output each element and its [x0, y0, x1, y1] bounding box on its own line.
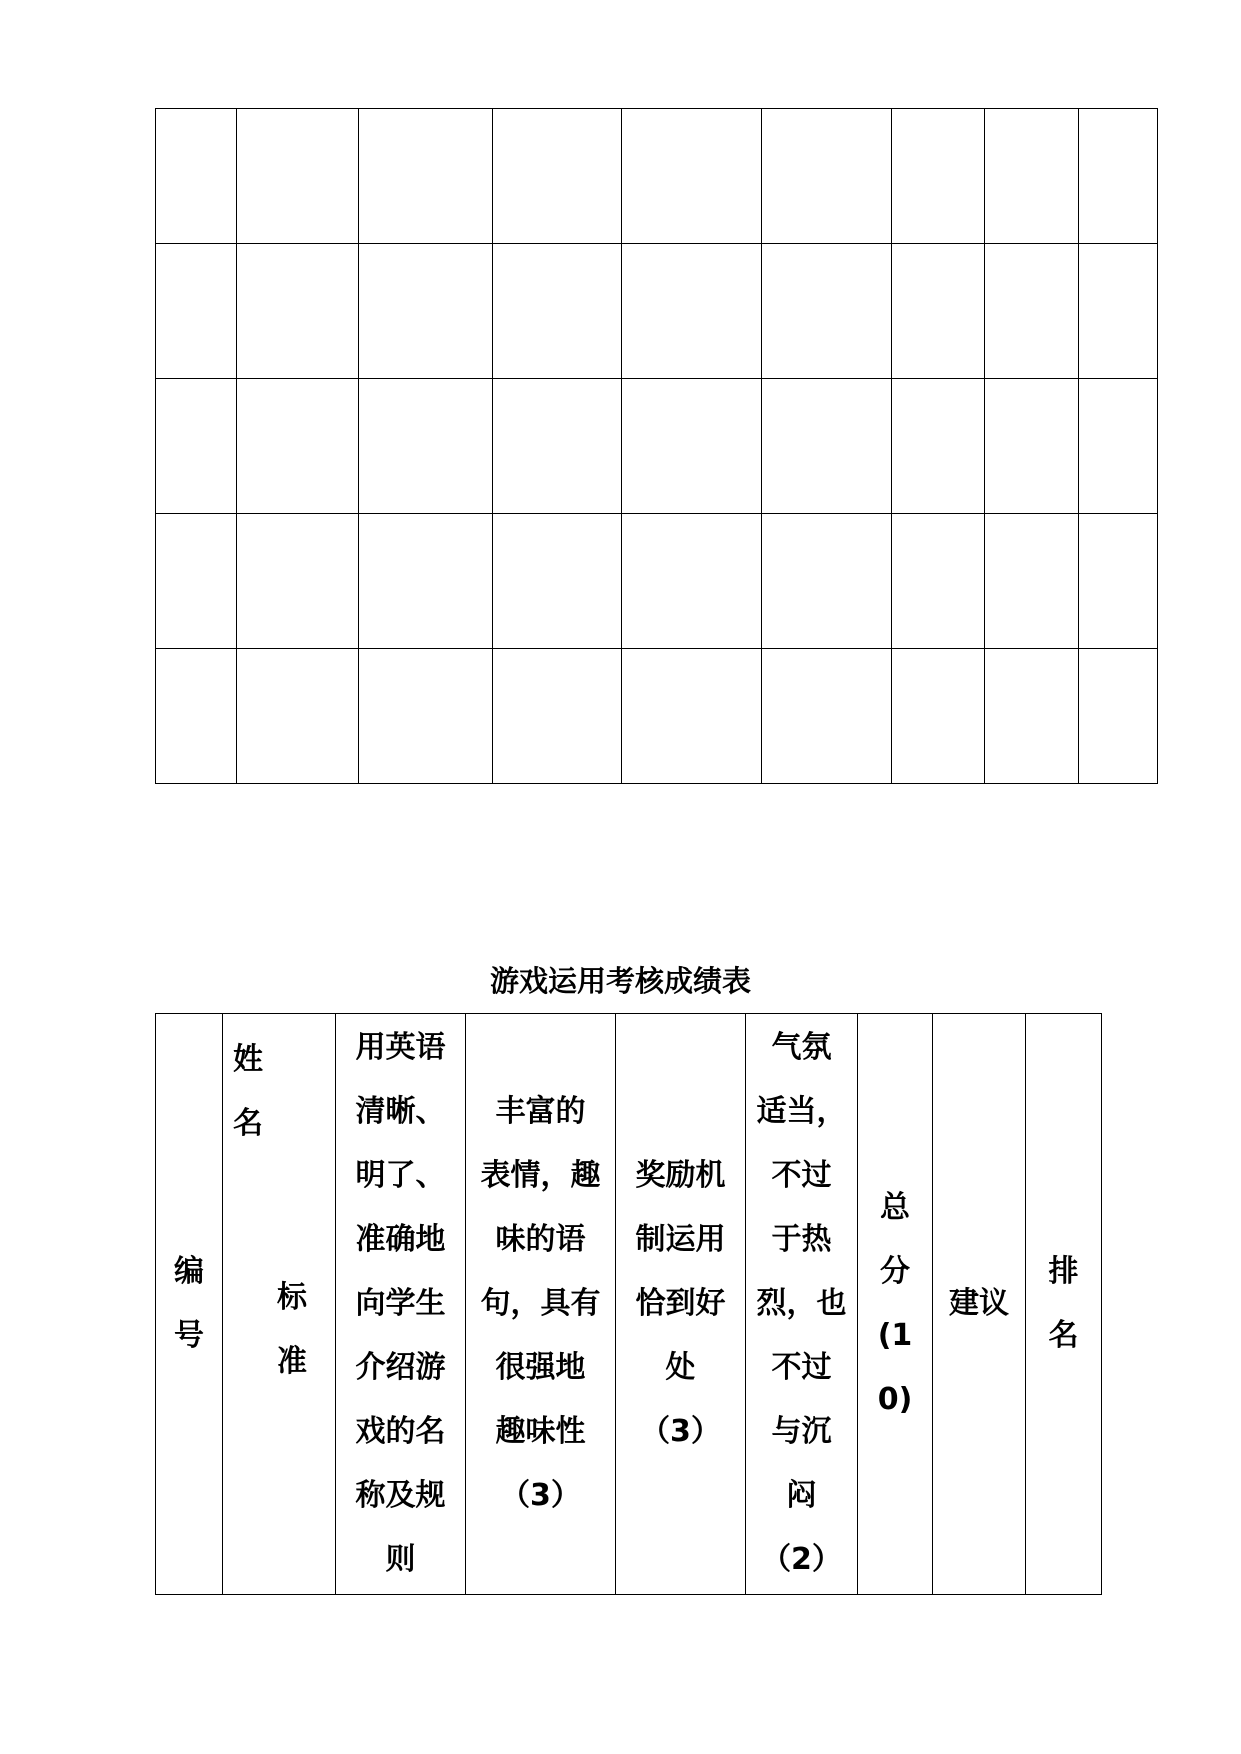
header-criterion-atmosphere: 气氛 适当， 不过 于热 烈，也 不过 与沉 闷 （2） [746, 1014, 858, 1595]
grid-cell [622, 379, 762, 514]
grid-cell [892, 109, 985, 244]
grid-cell [762, 379, 892, 514]
grid-cell [762, 109, 892, 244]
grid-cell [237, 514, 359, 649]
header-total: 总 分 (1 0) [858, 1014, 933, 1595]
grid-cell [156, 514, 237, 649]
grid-cell [762, 244, 892, 379]
grid-cell [237, 244, 359, 379]
grid-cell [985, 649, 1079, 784]
table-title: 游戏运用考核成绩表 [489, 964, 751, 998]
grid-cell [493, 379, 622, 514]
grid-cell [892, 649, 985, 784]
grid-cell [359, 514, 493, 649]
grid-row [156, 109, 1158, 244]
grid-cell [156, 244, 237, 379]
grid-cell [622, 244, 762, 379]
header-criterion-rewards: 奖励机 制运用 恰到好 处 （3） [616, 1014, 746, 1595]
header-criterion-expressions: 丰富的 表情，趣 味的语 句，具有 很强地 趣味性 （3） [466, 1014, 616, 1595]
grid-cell [762, 649, 892, 784]
grid-cell [622, 109, 762, 244]
grid-cell [156, 109, 237, 244]
grid-cell [622, 514, 762, 649]
grid-cell [1079, 109, 1158, 244]
grid-cell [237, 379, 359, 514]
grid-row [156, 649, 1158, 784]
grid-cell [493, 109, 622, 244]
grid-row [156, 514, 1158, 649]
grid-row [156, 379, 1158, 514]
grid-cell [1079, 514, 1158, 649]
grid-cell [1079, 244, 1158, 379]
grid-cell [237, 109, 359, 244]
grid-cell [622, 649, 762, 784]
empty-score-grid [155, 108, 1158, 784]
grid-cell [892, 379, 985, 514]
grid-cell [359, 379, 493, 514]
grid-cell [1079, 649, 1158, 784]
header-criterion-introduce-rules: 用英语 清晰、 明了、 准确地 向学生 介绍游 戏的名 称及规 则 [336, 1014, 466, 1595]
grid-cell [985, 109, 1079, 244]
header-standard: 标 准 [277, 1280, 307, 1379]
header-suggestion: 建议 [933, 1014, 1026, 1595]
grid-cell [985, 514, 1079, 649]
grid-cell [1079, 379, 1158, 514]
grid-cell [985, 379, 1079, 514]
grid-cell [493, 514, 622, 649]
grid-cell [359, 109, 493, 244]
grid-row [156, 244, 1158, 379]
grid-cell [359, 649, 493, 784]
grid-cell [892, 244, 985, 379]
grid-cell [156, 379, 237, 514]
game-assessment-score-table [155, 1013, 1102, 1595]
header-rank: 排 名 [1026, 1014, 1102, 1595]
grid-cell [359, 244, 493, 379]
grid-cell [892, 514, 985, 649]
grid-cell [237, 649, 359, 784]
grid-cell [985, 244, 1079, 379]
grid-cell [156, 649, 237, 784]
empty-grid-body [156, 109, 1158, 784]
grid-cell [493, 649, 622, 784]
header-number: 编 号 [156, 1014, 223, 1595]
header-row [156, 1014, 1102, 1595]
header-name-standard [223, 1014, 336, 1595]
grid-cell [762, 514, 892, 649]
header-name: 姓 名 [233, 1042, 263, 1141]
grid-cell [493, 244, 622, 379]
